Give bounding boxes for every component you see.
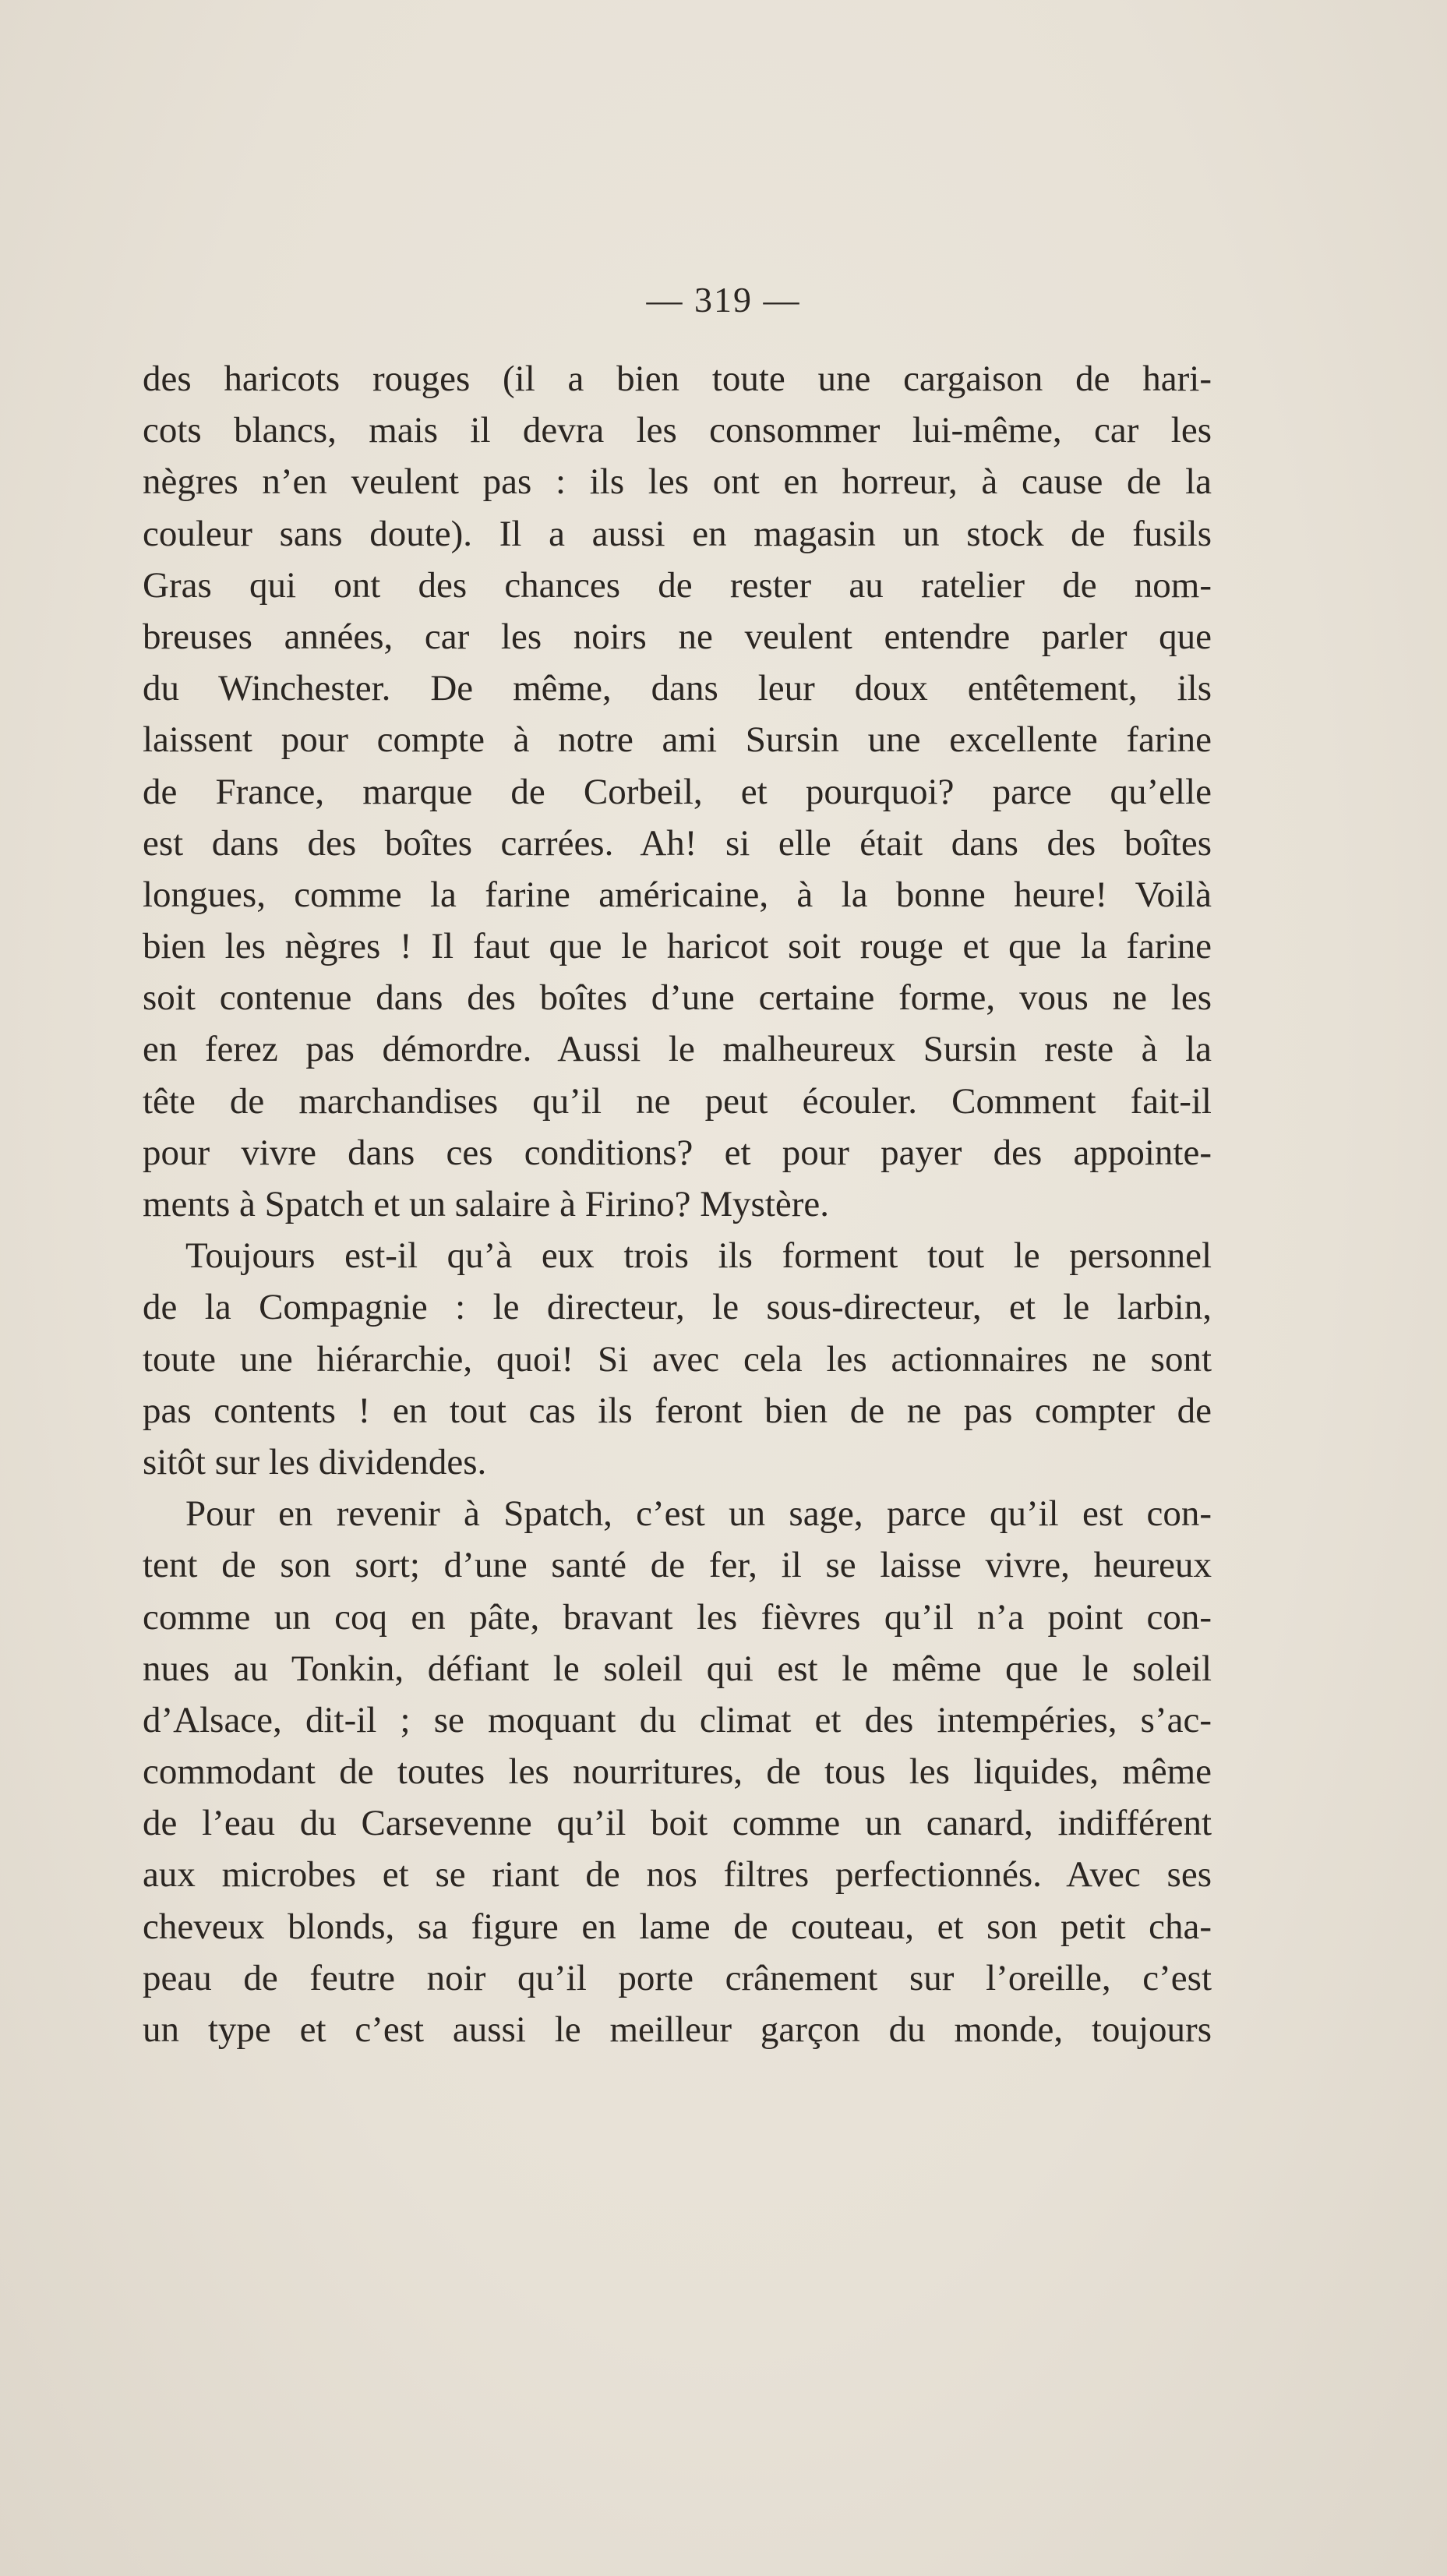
text-line: d’Alsace, dit-il ; se moquant du climat et des intempéries, s’ac- bbox=[143, 1699, 1212, 1740]
text-line: de France, marque de Corbeil, et pourquoi? parce qu’elle bbox=[143, 771, 1212, 812]
text-line: couleur sans doute). Il a aussi en magasin un stock de fusils bbox=[143, 513, 1212, 554]
text-line: aux microbes et se riant de nos filtres perfectionnés. Avec ses bbox=[143, 1854, 1212, 1896]
text-line: du Winchester. De même, dans leur doux entêtement, ils bbox=[143, 668, 1212, 709]
text-line: commodant de toutes les nourritures, de tous les liquides, même bbox=[143, 1751, 1212, 1793]
text-line: peau de feutre noir qu’il porte crânement sur l’oreille, c’est bbox=[143, 1957, 1212, 1998]
text-line: est dans des boîtes carrées. Ah! si elle était dans des boîtes bbox=[143, 822, 1212, 864]
text-line: nues au Tonkin, défiant le soleil qui est le même que le soleil bbox=[143, 1648, 1212, 1689]
text-line: des haricots rouges (il a bien toute une cargaison de hari- bbox=[143, 359, 1212, 399]
text-line: ments à Spatch et un salaire à Firino? Mystère. bbox=[143, 1184, 829, 1224]
text-line: Toujours est-il qu’à eux trois ils forment tout le personnel bbox=[185, 1235, 1212, 1277]
page-number: — 319 — bbox=[646, 280, 801, 320]
text-line: en ferez pas démordre. Aussi le malheureux Sursin reste à la bbox=[143, 1029, 1212, 1070]
text-line: bien les nègres ! Il faut que le haricot soit rouge et que la farine bbox=[143, 926, 1212, 967]
text-line: de l’eau du Carsevenne qu’il boit comme un canard, indifférent bbox=[143, 1803, 1212, 1844]
text-line: Gras qui ont des chances de rester au ratelier de nom- bbox=[143, 564, 1212, 606]
text-line: un type et c’est aussi le meilleur garçon du monde, toujours bbox=[143, 2009, 1212, 2050]
text-line: breuses années, car les noirs ne veulent entendre parler que bbox=[143, 616, 1212, 657]
text-line: tête de marchandises qu’il ne peut écouler. Comment fait-il bbox=[143, 1080, 1212, 1122]
text-line: cheveux blonds, sa figure en lame de couteau, et son petit cha- bbox=[143, 1906, 1212, 1947]
text-line: comme un coq en pâte, bravant les fièvres qu’il n’a point con- bbox=[143, 1596, 1212, 1638]
text-line: laissent pour compte à notre ami Sursin une excellente farine bbox=[143, 719, 1212, 761]
text-line: tent de son sort; d’une santé de fer, il se laisse vivre, heureux bbox=[143, 1545, 1212, 1586]
text-line: pour vivre dans ces conditions? et pour payer des appointe- bbox=[143, 1132, 1212, 1173]
text-line: soit contenue dans des boîtes d’une certaine forme, vous ne les bbox=[143, 977, 1212, 1019]
text-line: Pour en revenir à Spatch, c’est un sage, parce qu’il est con- bbox=[185, 1493, 1212, 1535]
text-line: longues, comme la farine américaine, à la bonne heure! Voilà bbox=[143, 874, 1212, 915]
text-line: nègres n’en veulent pas : ils les ont en horreur, à cause de la bbox=[143, 461, 1212, 503]
text-line: pas contents ! en tout cas ils feront bien de ne pas compter de bbox=[143, 1390, 1212, 1431]
text-line: cots blancs, mais il devra les consommer lui-même, car les bbox=[143, 410, 1212, 451]
text-line: de la Compagnie : le directeur, le sous-directeur, et le larbin, bbox=[143, 1287, 1212, 1328]
body-text bbox=[143, 353, 1212, 2055]
text-line: toute une hiérarchie, quoi! Si avec cela les actionnaires ne sont bbox=[143, 1338, 1212, 1380]
text-line: sitôt sur les dividendes. bbox=[143, 1441, 487, 1482]
